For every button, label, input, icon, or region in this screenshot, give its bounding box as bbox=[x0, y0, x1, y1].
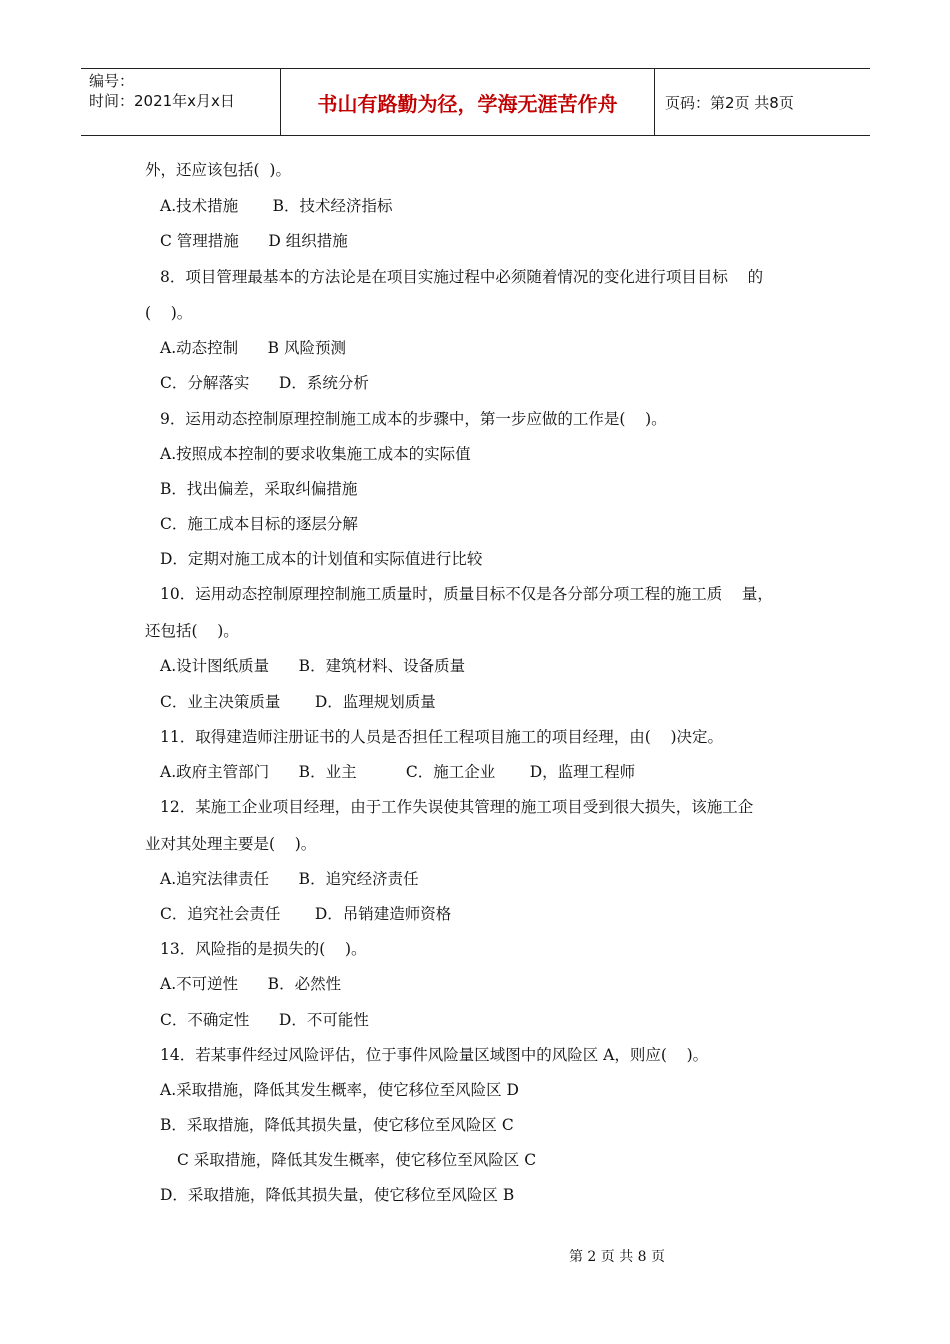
text-line: 13．风险指的是损失的( )。 bbox=[160, 940, 367, 958]
text-line: D．定期对施工成本的计划值和实际值进行比较 bbox=[160, 550, 483, 568]
text-line: 14．若某事件经过风险评估，位于事件风险量区域图中的风险区 A，则应( )。 bbox=[160, 1046, 709, 1064]
page-footer bbox=[0, 1246, 950, 1266]
text-line: 11．取得建造师注册证书的人员是否担任工程项目施工的项目经理，由( )决定。 bbox=[160, 728, 724, 746]
text-line: C．不确定性 D．不可能性 bbox=[160, 1011, 369, 1029]
text-line: A.按照成本控制的要求收集施工成本的实际值 bbox=[160, 445, 471, 463]
text-line: A.追究法律责任 B．追究经济责任 bbox=[160, 870, 419, 888]
text-line: 12．某施工企业项目经理，由于工作失误使其管理的施工项目受到很大损失，该施工企 bbox=[160, 798, 754, 816]
text-line: 8．项目管理最基本的方法论是在项目实施过程中必须随着情况的变化进行项目目标 的 bbox=[160, 268, 764, 286]
text-line: 还包括( )。 bbox=[145, 622, 239, 640]
text-line: B．找出偏差，采取纠偏措施 bbox=[160, 480, 358, 498]
footer-page-number: 第 2 页 共 8 页 bbox=[568, 1249, 666, 1265]
header-page-cell bbox=[655, 69, 870, 135]
text-line: C．施工成本目标的逐层分解 bbox=[160, 515, 358, 533]
header-motto-cell bbox=[281, 69, 655, 135]
time-label: 时间：2021年x月x日 bbox=[89, 92, 235, 110]
text-line: C 采取措施，降低其发生概率，使它移位至风险区 C bbox=[177, 1151, 537, 1169]
text-line: C 管理措施 D 组织措施 bbox=[160, 232, 348, 250]
text-line: D．采取措施，降低其损失量，使它移位至风险区 B bbox=[160, 1186, 515, 1204]
text-line: 9．运用动态控制原理控制施工成本的步骤中，第一步应做的工作是( )。 bbox=[160, 410, 667, 428]
text-line: C．业主决策质量 D．监理规划质量 bbox=[160, 693, 436, 711]
text-line: 业对其处理主要是( )。 bbox=[145, 835, 317, 853]
text-line: A.不可逆性 B．必然性 bbox=[160, 975, 342, 993]
number-label: 编号： bbox=[89, 72, 135, 90]
text-line: A.采取措施，降低其发生概率，使它移位至风险区 D bbox=[160, 1081, 519, 1099]
text-line: A.政府主管部门 B．业主 C．施工企业 D，监理工程师 bbox=[160, 763, 636, 781]
text-line: 外，还应该包括( )。 bbox=[145, 161, 291, 179]
text-line: C．追究社会责任 D．吊销建造师资格 bbox=[160, 905, 452, 923]
text-line: B．采取措施，降低其损失量，使它移位至风险区 C bbox=[160, 1116, 514, 1134]
text-line: 10．运用动态控制原理控制施工质量时，质量目标不仅是各分部分项工程的施工质 量， bbox=[160, 585, 773, 603]
page-label: 页码：第2页 共8页 bbox=[665, 93, 794, 112]
text-line: A.技术措施 B．技术经济指标 bbox=[160, 197, 393, 215]
header-meta-cell bbox=[81, 69, 281, 135]
text-line: A.动态控制 B 风险预测 bbox=[160, 339, 347, 357]
text-line: C．分解落实 D．系统分析 bbox=[160, 374, 369, 392]
text-line: ( )。 bbox=[145, 304, 193, 322]
motto-text: 书山有路勤为径，学海无涯苦作舟 bbox=[317, 91, 618, 116]
page-header bbox=[81, 68, 870, 136]
text-line: A.设计图纸质量 B．建筑材料、设备质量 bbox=[160, 657, 466, 675]
